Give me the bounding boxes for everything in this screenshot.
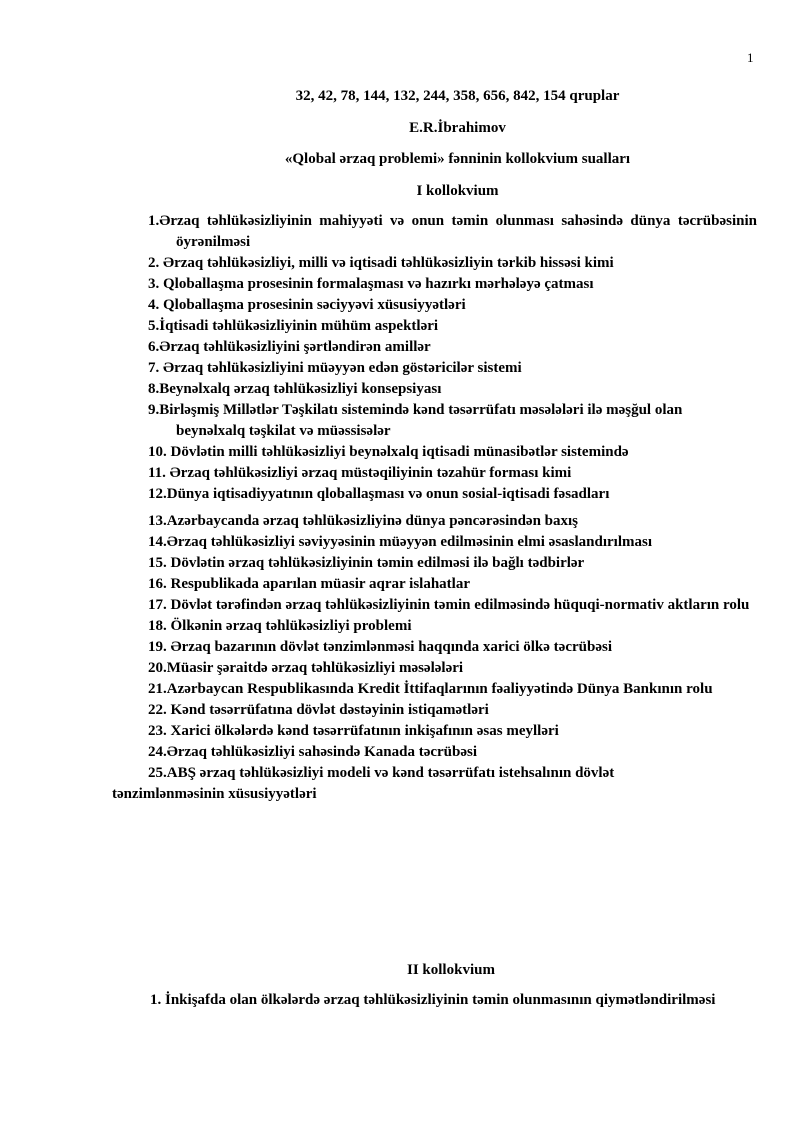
list-item: 4. Qloballaşma prosesinin səciyyəvi xüsusiyyətləri xyxy=(148,297,466,313)
list-item: 16. Respublikada aparılan müasir aqrar islahatlar xyxy=(148,576,471,592)
list-item: 10. Dövlətin milli təhlükəsizliyi beynəlxalq iqtisadi münasibətlər sistemində xyxy=(148,444,629,460)
groups-heading: 32, 42, 78, 144, 132, 244, 358, 656, 842, 154 qruplar xyxy=(295,88,620,104)
list-item: 1.Ərzaq təhlükəsizliyinin mahiyyəti və onun təmin olunması sahəsində dünya təcrübəsinin öyrənilməsi xyxy=(148,213,757,250)
list-item: 22. Kənd təsərrüfatına dövlət dəstəyinin istiqamətləri xyxy=(148,702,489,718)
list-item: 17. Dövlət tərəfindən ərzaq təhlükəsizliyinin təmin edilməsində hüquqi-normativ aktların rolu xyxy=(148,597,750,613)
kollokvium-1-list xyxy=(112,211,757,805)
list-item: 6.Ərzaq təhlükəsizliyini şərtləndirən amillər xyxy=(148,339,431,355)
kollokvium-1-title: I kollokvium xyxy=(416,183,499,199)
kollokvium-2-title: II kollokvium xyxy=(407,962,495,978)
list-item: 11. Ərzaq təhlükəsizliyi ərzaq müstəqiliyinin təzahür forması kimi xyxy=(148,465,572,481)
page-number: 1 xyxy=(747,50,754,65)
list-item: 14.Ərzaq təhlükəsizliyi səviyyəsinin müəyyən edilməsinin elmi əsaslandırılması xyxy=(148,534,653,550)
kollokvium-2-item: 1. İnkişafda olan ölkələrdə ərzaq təhlükəsizliyinin təmin olunmasının qiymətləndirilməsi xyxy=(150,992,716,1008)
author-name: E.R.İbrahimov xyxy=(409,120,506,136)
list-item: 20.Müasir şəraitdə ərzaq təhlükəsizliyi məsələləri xyxy=(148,660,464,676)
list-item: 23. Xarici ölkələrdə kənd təsərrüfatının inkişafının əsas meylləri xyxy=(148,723,559,739)
list-item: 19. Ərzaq bazarının dövlət tənzimlənməsi haqqında xarici ölkə təcrübəsi xyxy=(148,639,612,655)
list-item: 5.İqtisadi təhlükəsizliyinin mühüm aspektləri xyxy=(148,318,439,334)
list-item: 7. Ərzaq təhlükəsizliyini müəyyən edən göstəricilər sistemi xyxy=(148,360,522,376)
list-item: 8.Beynəlxalq ərzaq təhlükəsizliyi konsepsiyası xyxy=(148,381,442,397)
subject-title: «Qlobal ərzaq problemi» fənninin kollokvium sualları xyxy=(284,151,631,167)
list-item: 12.Dünya iqtisadiyyatının qloballaşması və onun sosial-iqtisadi fəsadları xyxy=(148,486,610,502)
list-item: 18. Ölkənin ərzaq təhlükəsizliyi problemi xyxy=(148,618,412,634)
list-item: 24.Ərzaq təhlükəsizliyi sahəsində Kanada təcrübəsi xyxy=(148,744,478,760)
list-item: 3. Qloballaşma prosesinin formalaşması və hazırkı mərhələyə çatması xyxy=(148,276,594,292)
list-item: 9.Birləşmiş Millətlər Təşkilatı sistemində kənd təsərrüfatı məsələləri ilə məşğul olan beynəlxalq təşkilat və müəssisələr xyxy=(148,402,683,439)
list-item: 2. Ərzaq təhlükəsizliyi, milli və iqtisadi təhlükəsizliyin tərkib hissəsi kimi xyxy=(148,255,614,271)
list-item: 15. Dövlətin ərzaq təhlükəsizliyinin təmin edilməsi ilə bağlı tədbirlər xyxy=(148,555,585,571)
list-item: 13.Azərbaycanda ərzaq təhlükəsizliyinə dünya pəncərəsindən baxış xyxy=(148,513,579,529)
list-item: 21.Azərbaycan Respublikasında Kredit İttifaqlarının fəaliyyətində Dünya Bankının rolu xyxy=(148,681,713,697)
list-item: 25.ABŞ ərzaq təhlükəsizliyi modeli və kənd təsərrüfatı istehsalının dövlət tənzimlənməsinin xüsusiyyətləri xyxy=(112,765,615,802)
